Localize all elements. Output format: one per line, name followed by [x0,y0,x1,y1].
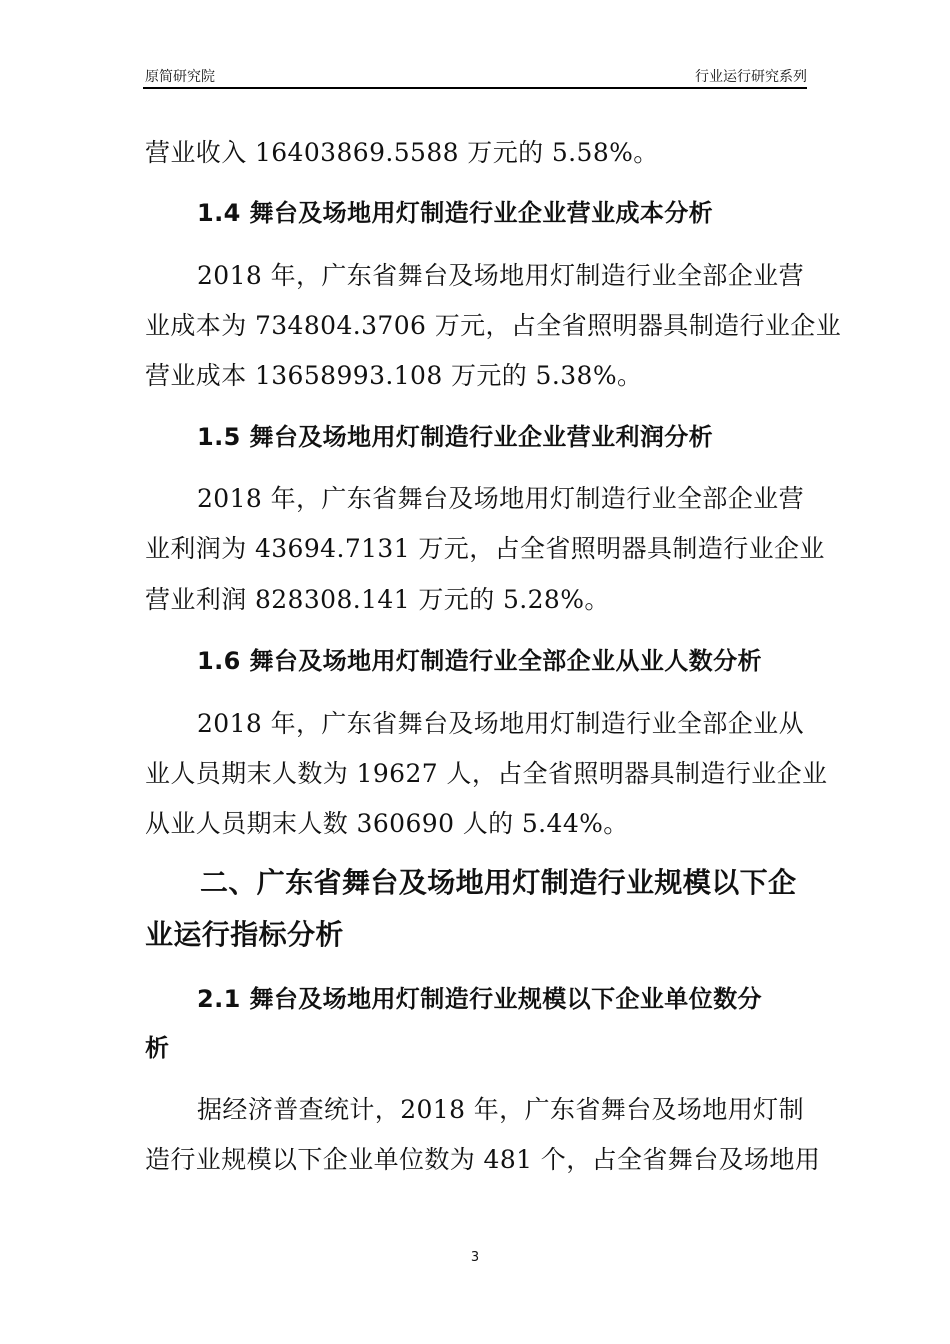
body-line: 营业利润 828308.141 万元的 5.28%。 [145,585,610,614]
section-heading-1-6: 1.6 舞台及场地用灯制造行业全部企业从业人数分析 [197,647,762,675]
section-heading-2-1: 2.1 舞台及场地用灯制造行业规模以下企业单位数分 [197,985,762,1013]
section-heading-2-1-cont: 析 [145,1034,170,1062]
body-line: 2018 年，广东省舞台及场地用灯制造行业全部企业从 [197,709,804,738]
body-line: 从业人员期末人数 360690 人的 5.44%。 [145,809,629,838]
body-line: 营业收入 16403869.5588 万元的 5.58%。 [145,138,659,167]
page-number: 3 [470,1250,480,1265]
section-heading-1-5: 1.5 舞台及场地用灯制造行业企业营业利润分析 [197,423,714,451]
header-org: 原简研究院 [145,69,215,85]
body-line: 业人员期末人数为 19627 人，占全省照明器具制造行业企业 [145,759,828,788]
chapter-heading-2: 二、广东省舞台及场地用灯制造行业规模以下企 [200,866,797,899]
header-series: 行业运行研究系列 [695,69,807,85]
header-rule [143,87,807,89]
body-line: 业成本为 734804.3706 万元，占全省照明器具制造行业企业 [145,311,842,340]
chapter-heading-2-cont: 业运行指标分析 [145,918,344,951]
body-line: 营业成本 13658993.108 万元的 5.38%。 [145,361,643,390]
body-line: 2018 年，广东省舞台及场地用灯制造行业全部企业营 [197,484,804,513]
section-heading-1-4: 1.4 舞台及场地用灯制造行业企业营业成本分析 [197,199,714,227]
body-line: 据经济普查统计，2018 年，广东省舞台及场地用灯制 [197,1095,804,1124]
body-line: 2018 年，广东省舞台及场地用灯制造行业全部企业营 [197,261,804,290]
body-line: 业利润为 43694.7131 万元，占全省照明器具制造行业企业 [145,534,825,563]
body-line: 造行业规模以下企业单位数为 481 个，占全省舞台及场地用 [145,1145,821,1174]
